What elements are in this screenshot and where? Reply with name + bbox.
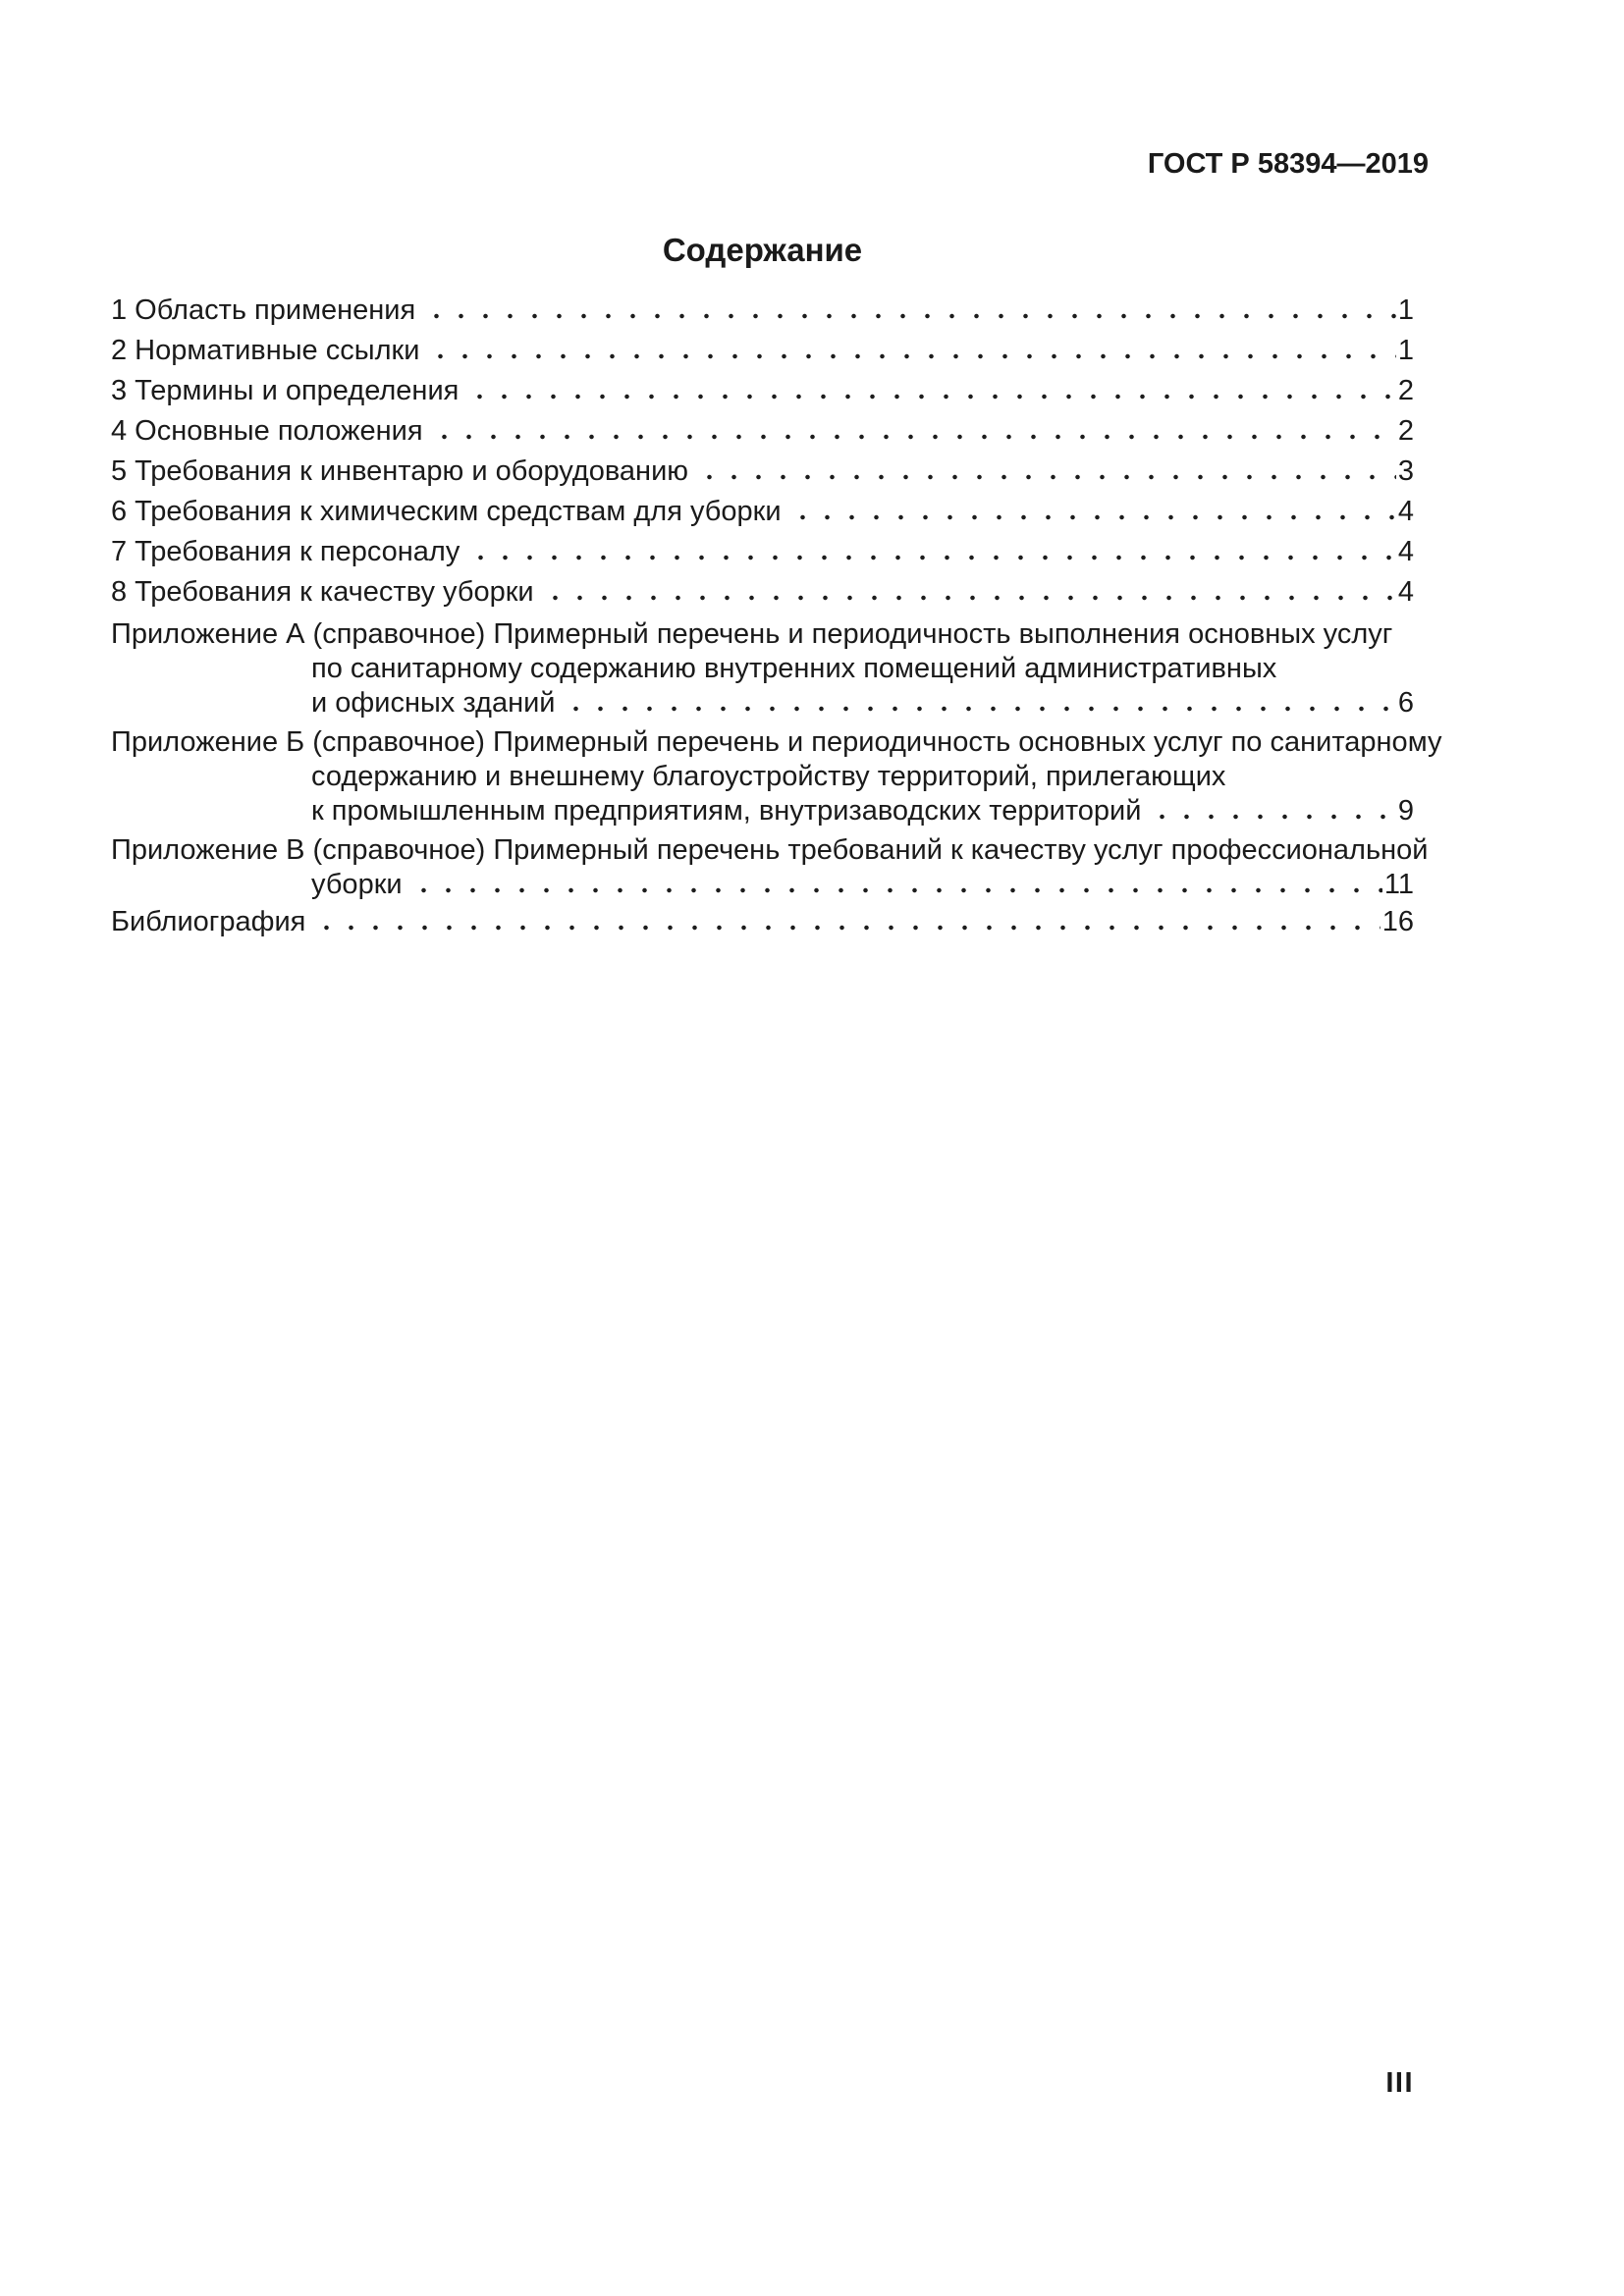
toc-entry-line	[111, 617, 1414, 652]
toc-entry-text: Приложение А (справочное) Примерный перечень и периодичность выполнения основных услуг	[111, 618, 1393, 650]
toc-entry-text: 3 Термины и определения	[111, 375, 460, 406]
dot-leader	[411, 887, 1382, 893]
toc-entry	[111, 371, 1414, 411]
toc-entry-text: Приложение Б (справочное) Примерный перечень и периодичность основных услуг по санитарному	[111, 726, 1442, 758]
toc-page-number: 1	[1397, 335, 1414, 366]
dot-leader	[424, 313, 1396, 319]
toc-entry	[111, 492, 1414, 532]
dot-leader	[432, 434, 1396, 440]
dot-leader	[428, 353, 1395, 359]
toc-entry	[111, 291, 1414, 331]
toc-entry-text: Библиография	[111, 906, 306, 937]
dot-leader	[314, 925, 1380, 931]
toc-entry-text: содержанию и внешнему благоустройству территорий, прилегающих	[311, 761, 1226, 792]
toc-entry	[111, 331, 1414, 371]
toc-entry-line	[111, 652, 1414, 686]
toc-entry-line	[111, 572, 1414, 613]
toc-entry-text: и офисных зданий	[311, 687, 556, 719]
toc-entry-line	[111, 371, 1414, 411]
toc-entry-text: к промышленным предприятиям, внутризаводских территорий	[311, 795, 1142, 827]
toc-entry-line	[111, 833, 1429, 868]
toc-entry	[111, 452, 1414, 492]
toc-entry-line	[111, 291, 1414, 331]
toc-page-number: 3	[1397, 455, 1414, 487]
document-code-header: ГОСТ Р 58394—2019	[1147, 148, 1429, 180]
toc-entry-line	[111, 452, 1414, 492]
toc-page-number: 9	[1397, 795, 1414, 827]
dot-leader	[697, 474, 1396, 480]
toc-entry-text: 2 Нормативные ссылки	[111, 335, 420, 366]
toc-page-number: 4	[1397, 496, 1414, 527]
toc-entry-text: 1 Область применения	[111, 294, 416, 326]
toc-page-number: 2	[1397, 375, 1414, 406]
toc-entry-text: 7 Требования к персоналу	[111, 536, 460, 567]
toc-entry	[111, 617, 1414, 721]
toc-entry-text: Приложение В (справочное) Примерный перечень требований к качеству услуг профессиональной	[111, 834, 1429, 866]
toc-entry-line	[111, 760, 1414, 794]
dot-leader	[1150, 814, 1395, 820]
toc-entry-line	[111, 868, 1414, 902]
toc-entry	[111, 532, 1414, 572]
toc-entry-text: 4 Основные положения	[111, 415, 423, 447]
toc-entry-text: 8 Требования к качеству уборки	[111, 576, 534, 608]
dot-leader	[564, 706, 1395, 712]
toc-entry-text: по санитарному содержанию внутренних помещений административных	[311, 653, 1277, 684]
toc-entry-line	[111, 492, 1414, 532]
toc-entry-text: уборки	[311, 869, 403, 900]
dot-leader	[468, 555, 1396, 561]
toc-page-number: 6	[1397, 687, 1414, 719]
toc-entry-line	[111, 686, 1414, 721]
toc-page-number: 4	[1397, 536, 1414, 567]
dot-leader	[790, 514, 1396, 520]
footer-page-number: III	[1385, 2067, 1414, 2099]
toc-title: Содержание	[662, 232, 863, 268]
toc-list	[111, 291, 1442, 942]
toc-page-number: 16	[1381, 906, 1414, 937]
toc-entry-line	[111, 532, 1414, 572]
toc-entry-line	[111, 902, 1414, 942]
toc-page-number: 4	[1397, 576, 1414, 608]
toc-page-number: 11	[1383, 869, 1414, 900]
toc-entry-line	[111, 725, 1442, 760]
toc-entry	[111, 572, 1414, 613]
toc-page-number: 1	[1397, 294, 1414, 326]
toc-entry	[111, 833, 1429, 902]
toc-entry	[111, 411, 1414, 452]
dot-leader	[543, 595, 1396, 601]
toc-entry-text: 6 Требования к химическим средствам для уборки	[111, 496, 782, 527]
dot-leader	[467, 394, 1396, 400]
toc-entry-line	[111, 794, 1414, 828]
toc-entry	[111, 902, 1414, 942]
toc-entry-line	[111, 331, 1414, 371]
toc-entry-line	[111, 411, 1414, 452]
toc-page-number: 2	[1397, 415, 1414, 447]
toc-entry	[111, 725, 1442, 828]
toc-entry-text: 5 Требования к инвентарю и оборудованию	[111, 455, 689, 487]
